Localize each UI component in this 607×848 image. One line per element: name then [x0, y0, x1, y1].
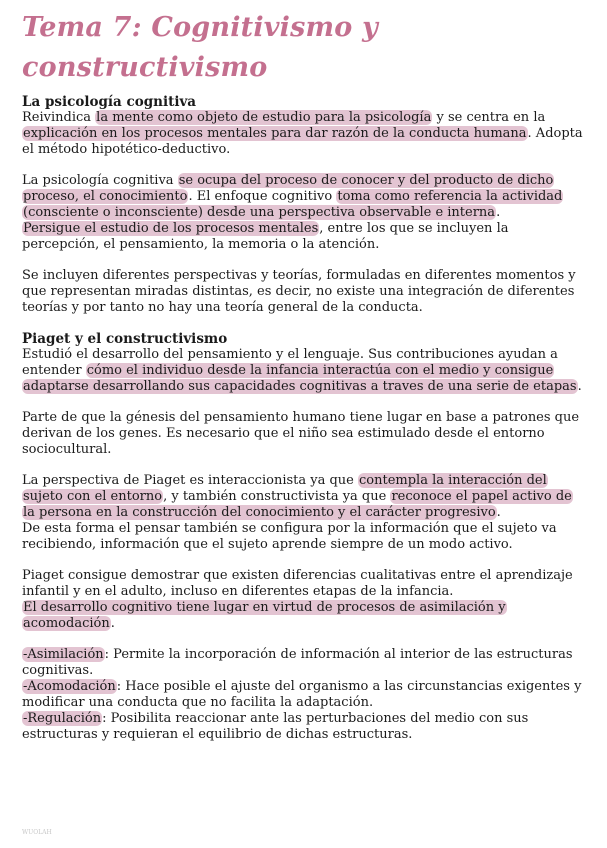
definition-term: -Regulación: [23, 711, 102, 726]
highlight: toma como referencia la actividad (consciente o inconsciente) desde una perspectiva observable e interna: [23, 189, 563, 220]
definition-item: [22, 679, 585, 711]
page-title: Tema 7: Cognitivismo y constructivismo: [22, 12, 378, 83]
section-heading-piaget: Piaget y el constructivismo: [22, 331, 228, 347]
text-run: . El enfoque cognitivo: [188, 189, 337, 204]
text-run: Reivindica: [22, 110, 96, 125]
highlight: se ocupa del proceso de conocer y del producto de dicho proceso, el conocimiento: [23, 173, 554, 204]
definition-list: [22, 647, 585, 743]
text-run: Estudió el desarrollo del pensamiento y el lenguaje. Sus contribuciones ayudan a entender: [22, 347, 558, 378]
paragraph: [22, 110, 585, 158]
text-run: .: [577, 379, 582, 394]
paragraph: [22, 221, 585, 253]
highlight: contempla la interacción del sujeto con el entorno: [23, 473, 547, 504]
definition-text: : Permite la incorporación de información al interior de las estructuras cognitivas.: [22, 647, 573, 678]
text-run: .: [110, 616, 115, 631]
definition-item: [22, 647, 585, 679]
text-run: La perspectiva de Piaget es interaccionista ya que: [22, 473, 359, 488]
text-run: . Adopta el método hipotético-deductivo.: [22, 126, 583, 157]
paragraph: Se incluyen diferentes perspectivas y teorías, formuladas en diferentes momentos y que representan miradas distintas, es decir, no existe una integración de diferentes teorías y por tanto no hay una teoría general de la conducta.: [22, 268, 576, 315]
paragraph: [22, 347, 585, 395]
paragraph: [22, 473, 585, 521]
section-heading-cognitive: La psicología cognitiva: [22, 94, 197, 110]
highlight: reconoce el papel activo de la persona en la construcción del conocimiento y el carácter progresivo: [23, 489, 572, 520]
highlight: El desarrollo cognitivo tiene lugar en virtud de procesos de asimilación y acomodación: [23, 600, 506, 631]
paragraph: Parte de que la génesis del pensamiento humano tiene lugar en base a patrones que derivan de los genes. Es necesario que el niño sea estimulado desde el entorno sociocultural.: [22, 410, 580, 457]
highlight: cómo el individuo desde la infancia interactúa con el medio y consigue adaptarse desarrollando sus capacidades cognitivas a traves de una serie de etapas: [23, 363, 577, 394]
text-run: .: [496, 205, 501, 220]
definition-term: -Asimilación: [23, 647, 104, 662]
definition-text: : Posibilita reaccionar ante las perturbaciones del medio con sus estructuras y requieran el equilibrio de dichas estructuras.: [22, 711, 529, 742]
text-run: , y también constructivista ya que: [163, 489, 391, 504]
definition-item: [22, 711, 585, 743]
text-run: .: [496, 505, 501, 520]
definition-term: -Acomodación: [23, 679, 116, 694]
paragraph: De esta forma el pensar también se configura por la información que el sujeto va recibiendo, información que el sujeto aprende siempre de un modo activo.: [22, 521, 557, 552]
definition-text: : Hace posible el ajuste del organismo a las circunstancias exigentes y modificar una conducta que no facilita la adaptación.: [22, 679, 582, 710]
text-run: y se centra en la: [432, 110, 546, 125]
text-run: , entre los que se incluyen la percepción, el pensamiento, la memoria o la atención.: [22, 221, 509, 252]
paragraph: Piaget consigue demostrar que existen diferencias cualitativas entre el aprendizaje infantil y en el adulto, incluso en diferentes etapas de la infancia.: [22, 568, 573, 599]
paragraph: [22, 600, 585, 632]
highlight: explicación en los procesos mentales para dar razón de la conducta humana: [23, 126, 527, 141]
highlight: Persigue el estudio de los procesos mentales: [23, 221, 319, 236]
footer-watermark: WUOLAH: [22, 829, 52, 836]
paragraph: [22, 173, 585, 221]
highlight: la mente como objeto de estudio para la psicología: [96, 110, 432, 125]
text-run: La psicología cognitiva: [22, 173, 178, 188]
